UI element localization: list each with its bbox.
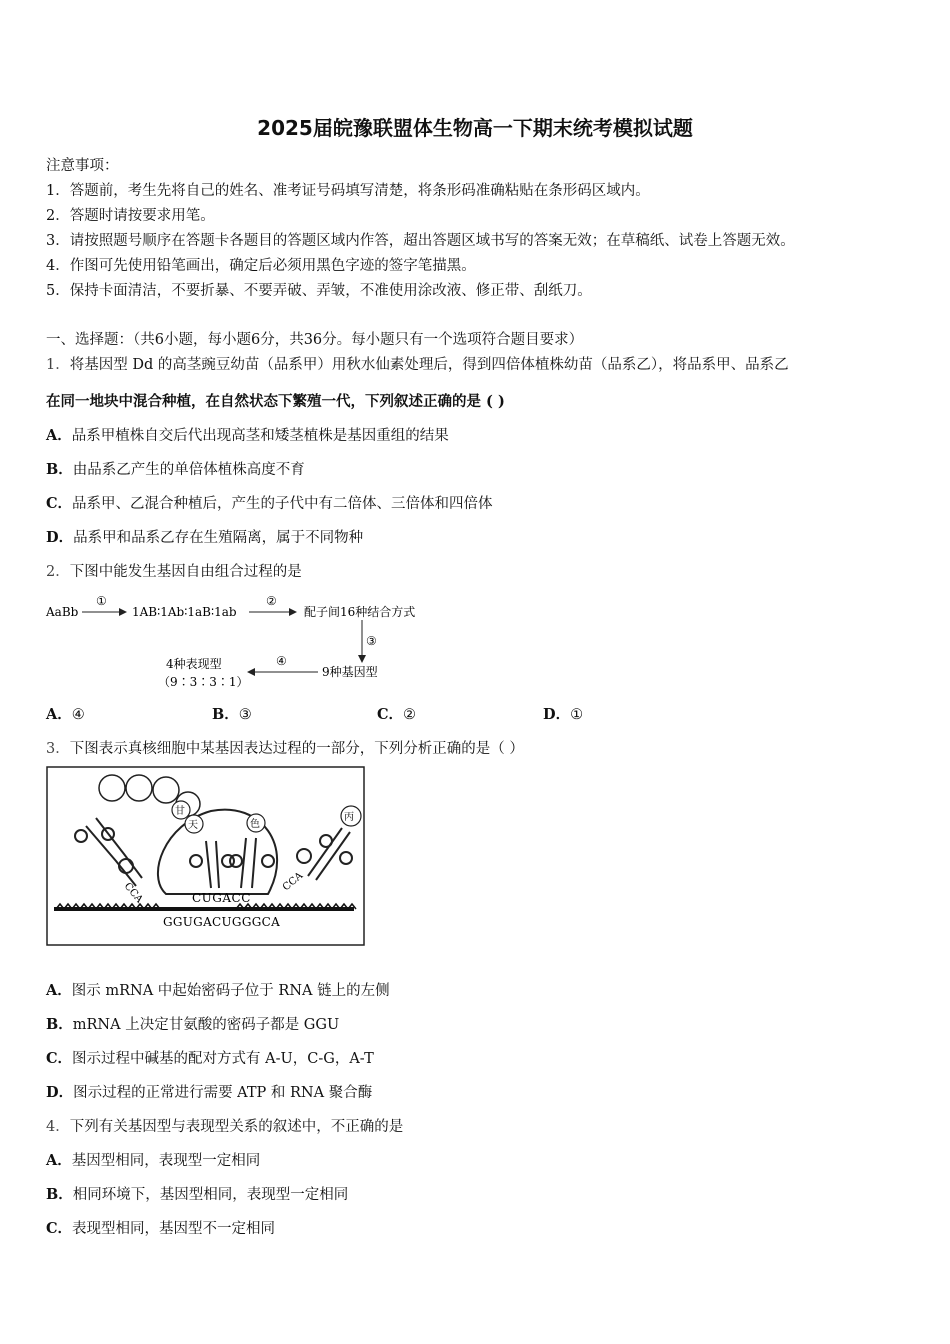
amino-acid-label: 天 [188,820,198,831]
option-letter: B． [46,1016,73,1033]
option-b[interactable] [46,1183,348,1204]
option-text: 品系甲、乙混合种植后，产生的子代中有二倍体、三倍体和四倍体 [72,496,493,512]
option-letter: A． [46,982,72,999]
notice-item: 4．作图可先使用铅笔画出，确定后必须用黑色字迹的签字笔描黑。 [46,258,476,274]
anticodon-label: CUGACC [192,891,251,905]
option-text: ① [570,707,584,723]
step-3-label: ③ [366,634,377,648]
option-letter: A． [46,706,72,723]
option-letter: D． [46,529,74,546]
notice-item: 2．答题时请按要求用笔。 [46,208,215,224]
option-text: ③ [238,707,252,723]
option-letter: D． [543,706,571,723]
step-4-label: ④ [276,654,287,668]
diagram-genotypes: 9种基因型 [322,665,378,679]
option-letter: D． [46,1084,74,1101]
question-number: 1． [46,357,70,373]
amino-acid-label: 色 [250,819,260,830]
option-b[interactable] [46,458,305,479]
option-text: 基因型相同，表现型一定相同 [71,1153,261,1169]
question-number: 2． [46,564,70,580]
option-c[interactable] [377,703,416,724]
notice-item: 1．答题前，考生先将自己的姓名、准考证号码填写清楚，将条形码准确粘贴在条形码区域内。 [46,183,650,199]
option-d[interactable] [46,526,363,547]
step-1-label: ① [96,594,107,608]
diagram-gametes: 1AB∶1Ab∶1aB∶1ab [132,605,237,619]
translation-diagram [46,766,366,948]
question-2-stem [46,560,302,581]
option-text: 品系甲和品系乙存在生殖隔离，属于不同物种 [73,530,364,546]
option-letter: C． [46,495,73,512]
question-4-stem [46,1115,403,1136]
notice-item: 3．请按照题号顺序在答题卡各题目的答题区域内作答，超出答题区域书写的答案无效；在草稿纸、试卷上答题无效。 [46,233,795,249]
option-text: ④ [71,707,85,723]
diagram-start: AaBb [46,605,79,619]
option-c[interactable] [46,1217,275,1238]
option-a[interactable] [46,979,390,1000]
option-text: 图示 mRNA 中起始密码子位于 RNA 链上的左侧 [71,983,390,999]
question-text: 将基因型 Dd 的高茎豌豆幼苗（品系甲）用秋水仙素处理后，得到四倍体植株幼苗（品系乙），将品系甲、品系乙 [69,357,789,373]
option-letter: A． [46,1152,72,1169]
option-letter: B． [212,706,239,723]
option-a[interactable] [46,1149,260,1170]
option-letter: B． [46,1186,73,1203]
question-text: 下列有关基因型与表现型关系的叙述中，不正确的是 [69,1119,404,1135]
option-letter: B． [46,461,73,478]
cca-end-label: CCA [280,870,306,894]
option-b[interactable] [46,1013,339,1034]
question-text: 下图表示真核细胞中某基因表达过程的一部分，下列分析正确的是（ ） [69,741,524,757]
option-text: 图示过程中碱基的配对方式有 A-U，C-G，A-T [72,1051,374,1067]
option-b[interactable] [212,703,252,724]
question-number: 4． [46,1119,70,1135]
option-d[interactable] [46,1081,372,1102]
option-text: 品系甲植株自交后代出现高茎和矮茎植株是基因重组的结果 [71,428,449,444]
notice-item: 5．保持卡面清洁，不要折暴、不要弄破、弄皱，不准使用涂改液、修正带、刮纸刀。 [46,283,592,299]
cca-end-label: CCA [121,880,145,906]
option-text: 表现型相同，基因型不一定相同 [72,1221,276,1237]
step-2-label: ② [266,594,277,608]
option-letter: C． [377,706,404,723]
option-text: 相同环境下，基因型相同，表现型一定相同 [72,1187,349,1203]
question-1-stem [46,353,789,374]
diagram-phenotypes: 4种表现型 [166,657,222,671]
question-number: 3． [46,741,70,757]
amino-acid-label: 甘 [175,806,185,817]
option-d[interactable] [543,703,583,724]
question-text: 下图中能发生基因自由组合过程的是 [69,564,302,580]
option-text: mRNA 上决定甘氨酸的密码子都是 GGU [72,1017,340,1033]
page-title: 2025届皖豫联盟体生物高一下期末统考模拟试题 [257,116,693,140]
option-letter: A． [46,427,72,444]
option-a[interactable] [46,703,85,724]
diagram-combos: 配子间16种结合方式 [304,605,416,619]
section-heading: 一、选择题：（共6小题，每小题6分，共36分。每小题只有一个选项符合题目要求） [46,332,584,348]
question-1-stem-cont: 在同一地块中混合种植，在自然状态下繁殖一代，下列叙述正确的是 ( ) [46,393,505,410]
option-a[interactable] [46,424,449,445]
option-text: ② [403,707,417,723]
option-c[interactable] [46,1047,374,1068]
amino-acid-label: 丙 [344,812,354,823]
option-c[interactable] [46,492,493,513]
option-letter: C． [46,1050,73,1067]
notice-heading: 注意事项： [46,158,119,174]
mrna-sequence-label: GGUGACUGGGCA [163,915,281,929]
genetics-flow-diagram [44,590,464,695]
option-letter: C． [46,1220,73,1237]
option-text: 由品系乙产生的单倍体植株高度不育 [72,462,305,478]
question-3-stem [46,737,524,758]
diagram-ratio: （9∶3∶3∶1） [158,675,249,689]
option-text: 图示过程的正常进行需要 ATP 和 RNA 聚合酶 [73,1085,373,1101]
